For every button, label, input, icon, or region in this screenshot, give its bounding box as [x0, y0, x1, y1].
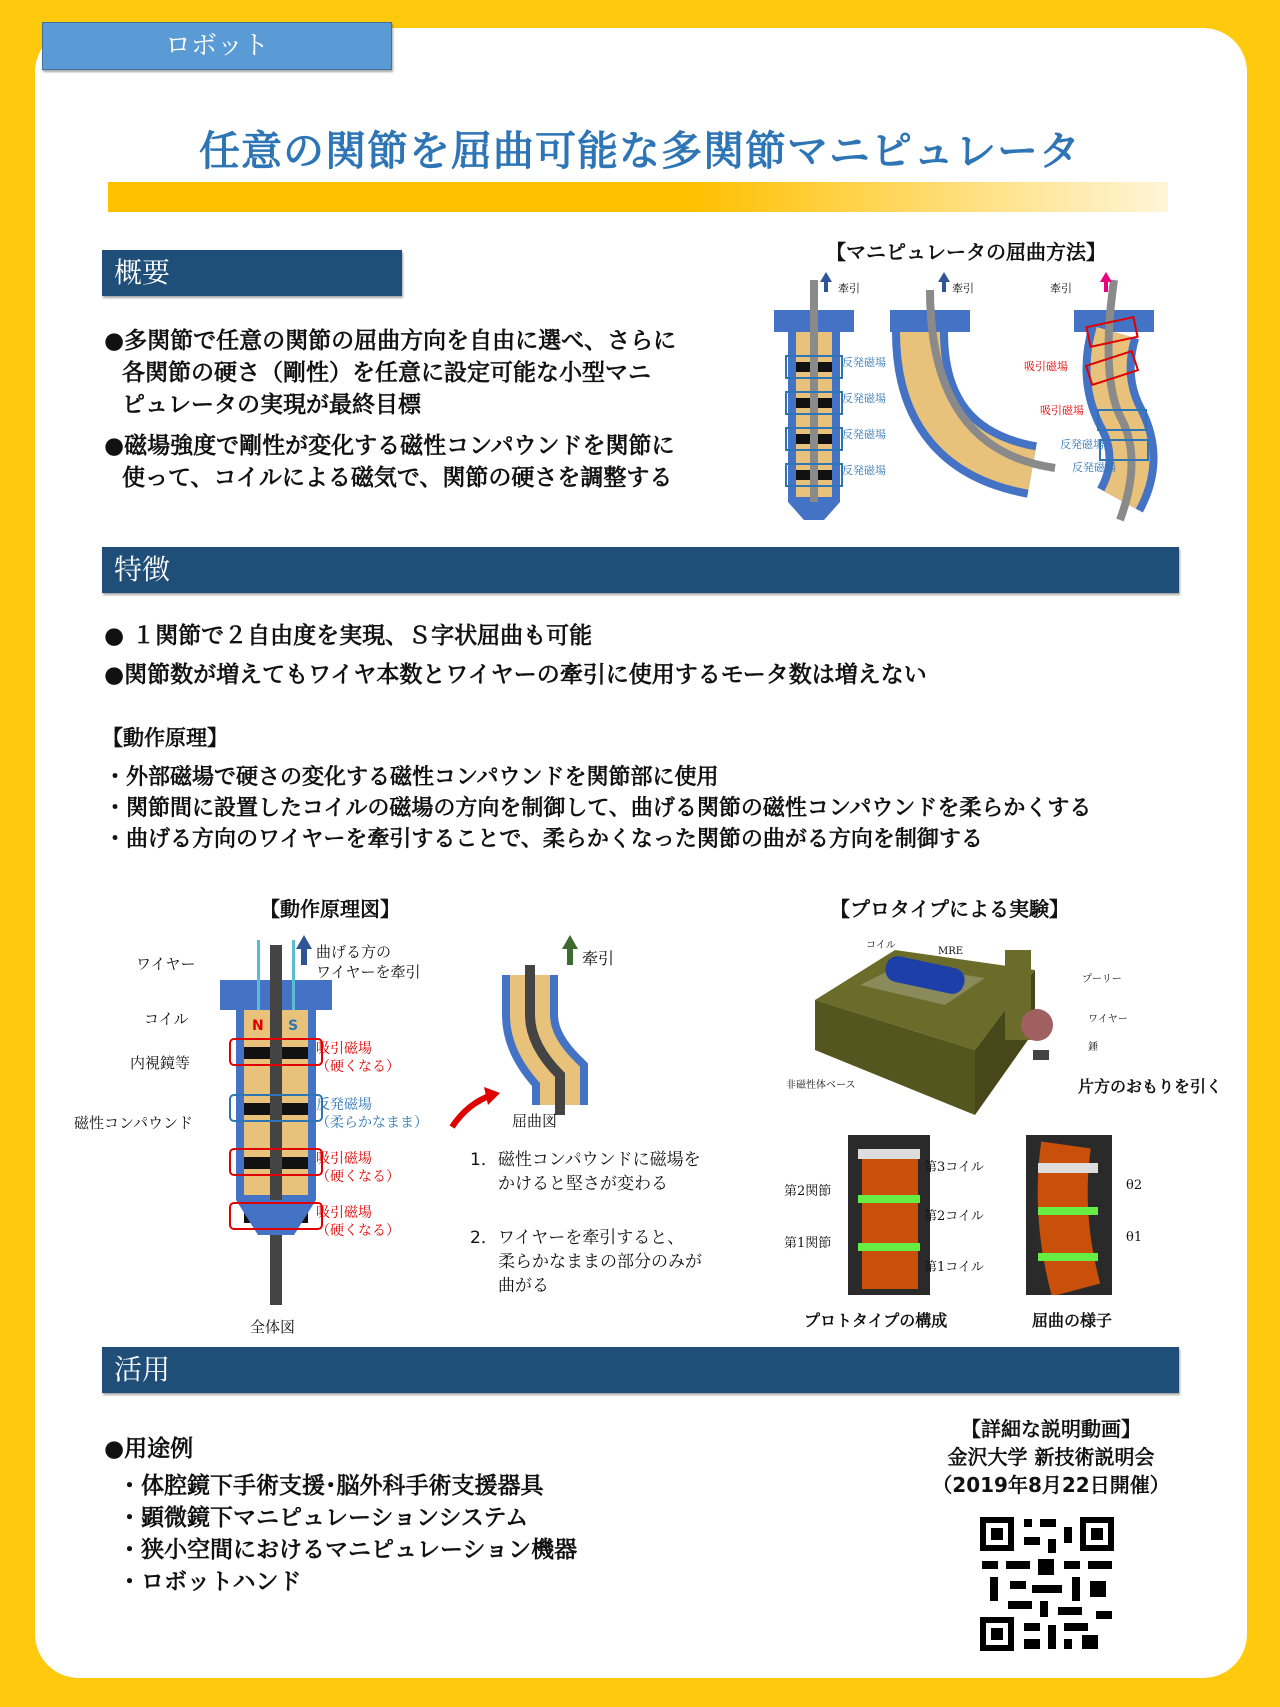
video-line: 【詳細な説明動画】	[961, 1417, 1141, 1441]
note-line: 2．ワイヤーを牽引すると、	[470, 1228, 685, 1248]
coil2-label: 第2コイル	[924, 1209, 984, 1224]
compound-label: 磁性コンパウンド	[74, 1114, 193, 1132]
principle-note-1	[470, 1148, 701, 1196]
structure-caption: プロトタイプの構成	[804, 1311, 948, 1330]
overview-bullet-2	[104, 430, 674, 494]
principle-line: ・曲げる方向のワイヤーを牽引することで、柔らかくなった関節の曲がる方向を制御する	[104, 827, 983, 852]
principle-note-2	[470, 1226, 702, 1298]
hard-text: （硬くなる）	[316, 1223, 400, 1239]
bending-pull-label-3: 牽引	[1050, 282, 1072, 295]
repel-label-3: 反発磁場	[842, 428, 886, 441]
repel-label-4: 反発磁場	[842, 464, 886, 477]
attract-label-1: 吸引磁場	[1024, 360, 1068, 373]
note-line: 曲がる	[498, 1276, 549, 1296]
pull-wire-note	[316, 942, 421, 982]
overview-line: 各関節の硬さ（剛性）を任意に設定可能な小型マニ	[122, 360, 651, 386]
joint2-label: 第2関節	[784, 1184, 832, 1199]
pull-note-line: 曲げる方の	[316, 943, 392, 961]
video-line: （2019年8月22日開催）	[932, 1473, 1170, 1497]
apparatus-wire-label: ワイヤー	[1088, 1014, 1128, 1025]
feature-item-2: ●関節数が増えてもワイヤ本数とワイヤーの牽引に使用するモータ数は増えない	[104, 662, 927, 688]
bend-pull-label: 牽引	[582, 949, 615, 968]
coil3-label: 第3コイル	[924, 1160, 984, 1175]
bending-pull-label-2: 牽引	[952, 282, 974, 295]
apparatus-base-label: 非磁性体ベース	[786, 1080, 856, 1091]
qr-code-icon[interactable]	[978, 1515, 1116, 1653]
attract-text: 吸引磁場	[316, 1151, 372, 1167]
overview-line: ●磁場強度で剛性が変化する磁性コンパウンドを関節に	[104, 433, 675, 459]
theta2-label: θ2	[1126, 1178, 1143, 1193]
bending-figure-caption: 【マニピュレータの屈曲方法】	[826, 240, 1106, 264]
application-item: ・体腔鏡下手術支援･脳外科手術支援器具	[118, 1473, 544, 1499]
prototype-figure-caption: 【プロタイプによる実験】	[830, 897, 1069, 921]
attract-label-2: 吸引磁場	[1040, 404, 1084, 417]
feature-item-1: ● １関節で２自由度を実現、Ｓ字状屈曲も可能	[104, 623, 593, 649]
hard-text: （硬くなる）	[316, 1059, 400, 1075]
coil-label: コイル	[144, 1010, 189, 1028]
application-list	[118, 1470, 577, 1598]
attract-hard-1	[316, 1040, 400, 1076]
attract-hard-3	[316, 1204, 400, 1240]
repel-label-1: 反発磁場	[842, 356, 886, 369]
repel-text: 反発磁場	[316, 1097, 372, 1113]
attract-text: 吸引磁場	[316, 1041, 372, 1057]
prototype-apparatus-diagram	[805, 930, 1095, 1120]
soft-text: （柔らかなまま）	[316, 1115, 428, 1131]
pull-note-line: ワイヤーを牽引	[316, 963, 421, 981]
hard-text: （硬くなる）	[316, 1169, 400, 1185]
attract-text: 吸引磁場	[316, 1205, 372, 1221]
repel-label-6: 反発磁場	[1072, 461, 1116, 474]
prototype-photo-bending	[1026, 1135, 1112, 1295]
note-line: 1．磁性コンパウンドに磁場を	[470, 1150, 701, 1170]
endoscope-label: 内視鏡等	[130, 1054, 191, 1072]
application-item: ・狭小空間におけるマニピュレーション機器	[118, 1537, 578, 1563]
apparatus-pulley-label: プーリー	[1082, 974, 1122, 985]
apparatus-coil-label: コイル	[866, 940, 896, 951]
overview-line: ●多関節で任意の関節の屈曲方向を自由に選べ、さらに	[104, 328, 677, 354]
principle-line: ・関節間に設置したコイルの磁場の方向を制御して、曲げる関節の磁性コンパウンドを柔らかくする	[104, 796, 1092, 821]
note-line: 柔らかなままの部分のみが	[498, 1252, 702, 1272]
repel-label-2: 反発磁場	[842, 392, 886, 405]
note-line: かけると堅さが変わる	[498, 1174, 668, 1194]
title-underline	[108, 182, 1168, 212]
section-features: 特徴	[102, 547, 1179, 593]
application-item: ・顕微鏡下マニピュレーションシステム	[118, 1505, 529, 1531]
pole-n-label: N	[252, 1018, 264, 1034]
repel-soft	[316, 1096, 428, 1132]
apparatus-mre-label: MRE	[938, 946, 964, 957]
category-tag: ロボット	[42, 22, 392, 70]
pole-s-label: S	[288, 1018, 299, 1034]
application-heading: ●用途例	[104, 1436, 194, 1462]
repel-label-5: 反発磁場	[1060, 438, 1104, 451]
coil1-label: 第1コイル	[924, 1260, 984, 1275]
section-application: 活用	[102, 1347, 1179, 1393]
overview-bullet-1	[104, 325, 676, 421]
bending-caption: 屈曲の様子	[1032, 1311, 1113, 1330]
prototype-photo-structure	[848, 1135, 930, 1295]
principle-heading: 【動作原理】	[102, 726, 228, 750]
apparatus-weight-label: 錘	[1088, 1042, 1098, 1053]
overview-line: 使って、コイルによる磁気で、関節の硬さを調整する	[122, 465, 673, 491]
video-line: 金沢大学 新技術説明会	[947, 1445, 1155, 1469]
attract-hard-2	[316, 1150, 400, 1186]
arrow-icon	[448, 1085, 502, 1131]
section-overview: 概要	[102, 250, 402, 296]
bend-view-label: 屈曲図	[512, 1112, 558, 1130]
pull-weight-label: 片方のおもりを引く	[1078, 1077, 1223, 1096]
joint1-label: 第1関節	[784, 1236, 832, 1251]
theta1-label: θ1	[1126, 1230, 1143, 1245]
application-item: ・ロボットハンド	[118, 1569, 302, 1595]
page-title: 任意の関節を屈曲可能な多関節マニピュレータ	[199, 127, 1081, 175]
principle-lines	[104, 762, 1091, 855]
overview-line: ピュレータの実現が最終目標	[122, 392, 421, 418]
s-shape-manipulator-diagram	[1074, 272, 1154, 520]
wire-label: ワイヤー	[136, 955, 196, 973]
whole-view-label: 全体図	[250, 1318, 296, 1336]
principle-figure-caption: 【動作原理図】	[260, 897, 400, 921]
bending-pull-label-1: 牽引	[838, 282, 860, 295]
principle-line: ・外部磁場で硬さの変化する磁性コンパウンドを関節部に使用	[104, 765, 719, 790]
video-info	[906, 1415, 1196, 1499]
bending-figure	[770, 270, 1170, 540]
